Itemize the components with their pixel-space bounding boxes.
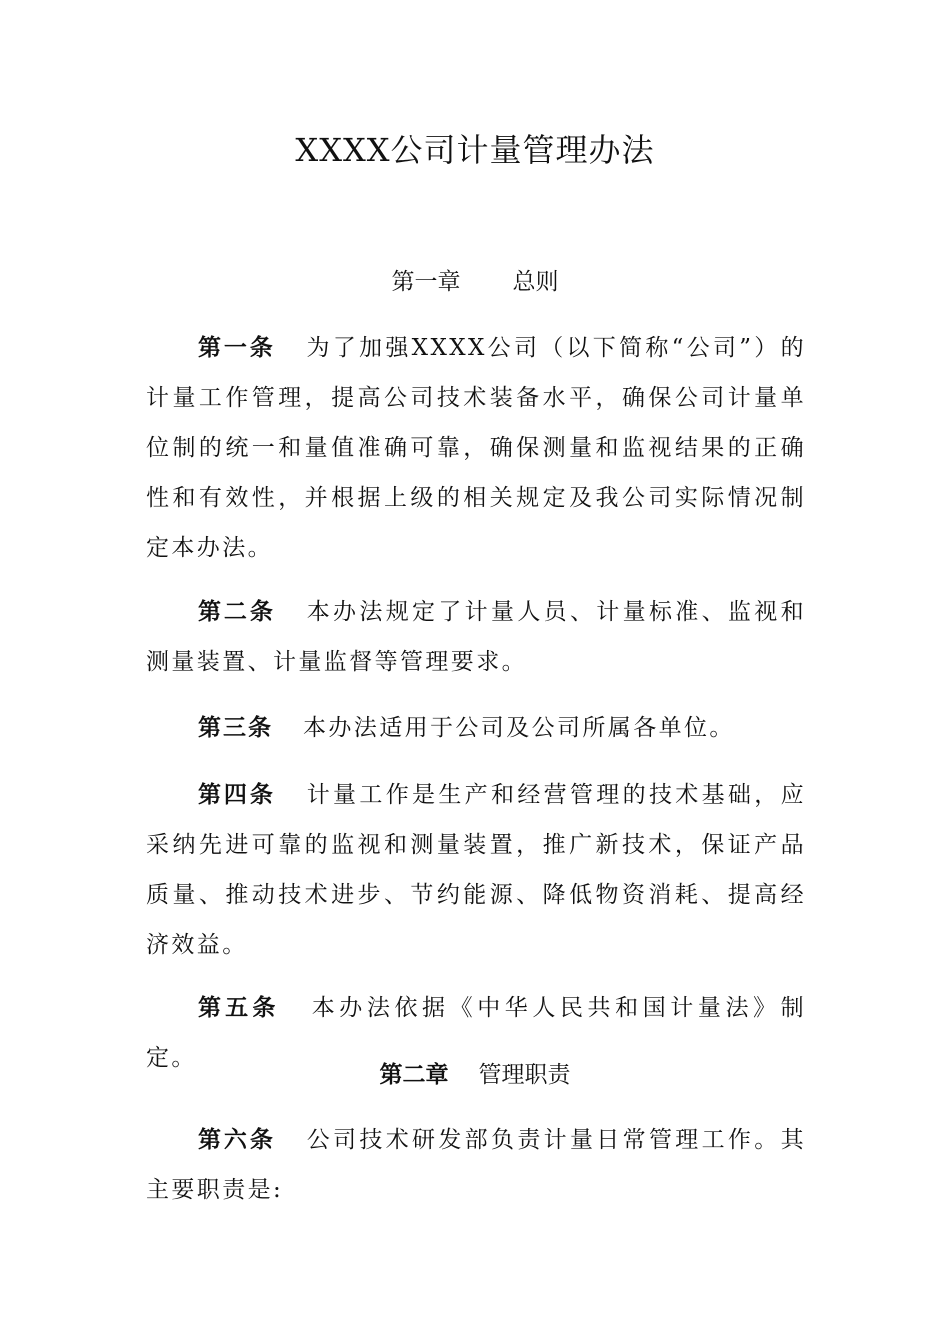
chapter-number: 第一章	[391, 269, 461, 295]
article-4	[146, 770, 806, 970]
article-text: 本办法适用于公司及公司所属各单位。	[303, 715, 735, 741]
article-3	[146, 703, 806, 753]
article-number: 第二条	[198, 598, 276, 625]
article-number: 第六条	[198, 1126, 276, 1153]
article-text: 公司技术研发部负责计量日常管理工作。其主要职责是:	[146, 1127, 806, 1203]
article-text: 为了加强XXXX公司（以下简称“公司”）的计量工作管理，提高公司技术装备水平，确保公司计量单位制的统一和量值准确可靠，确保测量和监视结果的正确性和有效性，并根据上级的相关规定及我公司实际情况制定本办法。	[146, 335, 806, 561]
article-text: 本办法依据《中华人民共和国计量法》制定。	[146, 995, 807, 1071]
article-6	[146, 1115, 806, 1215]
chapter-heading-1	[0, 266, 950, 298]
article-number: 第五条	[198, 994, 280, 1021]
article-text: 本办法规定了计量人员、计量标准、监视和测量装置、计量监督等管理要求。	[146, 599, 806, 675]
article-number: 第一条	[198, 334, 276, 361]
article-2	[146, 587, 806, 687]
chapter-title: 总则	[512, 269, 559, 295]
article-number: 第三条	[198, 714, 273, 741]
chapter-title: 管理职责	[478, 1062, 571, 1088]
article-text: 计量工作是生产和经营管理的技术基础，应采纳先进可靠的监视和测量装置，推广新技术，保证产品质量、推动技术进步、节约能源、降低物资消耗、提高经济效益。	[146, 782, 806, 958]
article-number: 第四条	[198, 781, 276, 808]
document-title: XXXX公司计量管理办法	[295, 131, 655, 169]
chapter-heading-2	[0, 1059, 950, 1091]
chapter-number: 第二章	[379, 1061, 449, 1088]
article-1	[146, 323, 806, 573]
